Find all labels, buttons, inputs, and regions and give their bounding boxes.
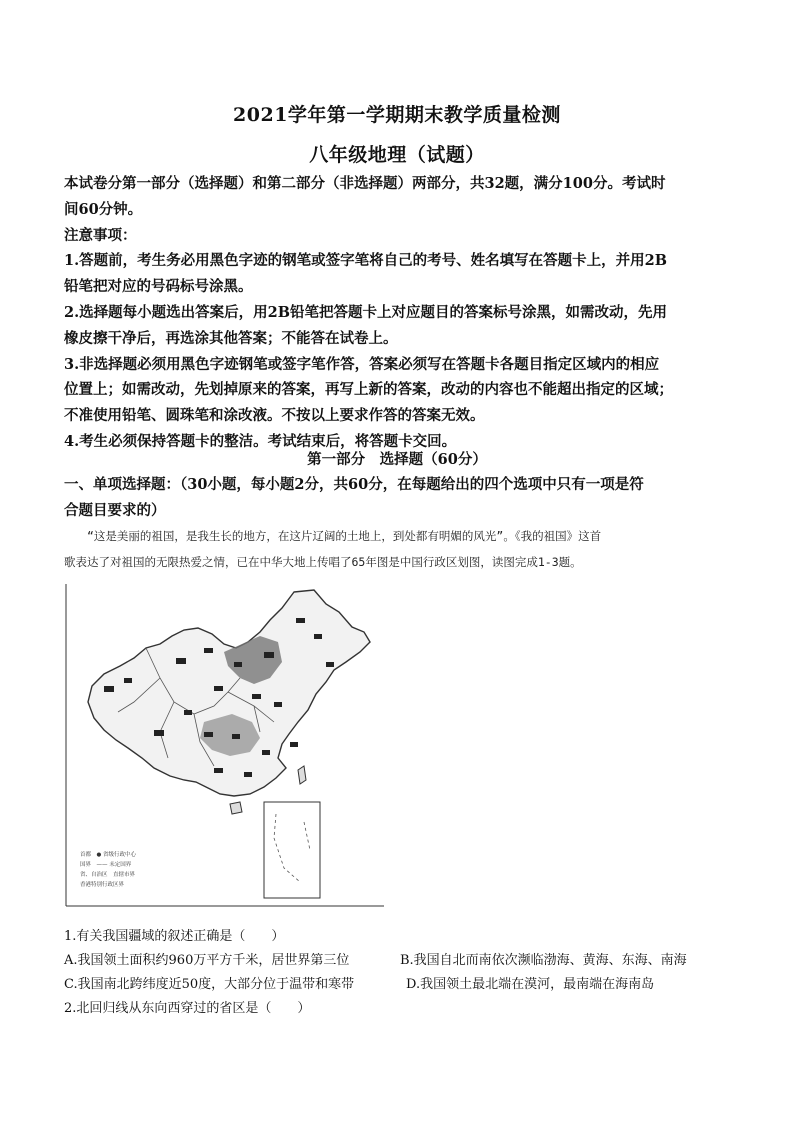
notice-item-1: 1.答题前，考生务必用黑色字迹的钢笔或签字笔将自己的考号、姓名填写在答题卡上，并用2B [64,252,667,270]
option-d: D.我国领土最北端在漠河，最南端在海南岛 [406,977,655,992]
option-b: B.我国自北而南依次濒临渤海、黄海、东海、南海 [400,953,687,968]
question-2-stem: 2.北回归线从东向西穿过的省区是（ ） [64,1001,311,1016]
notice-heading: 注意事项： [64,226,137,244]
notice-item-2-cont: 橡皮擦干净后，再选涂其他答案；不能答在试卷上。 [64,329,398,347]
hainan-island [230,802,242,814]
exam-subtitle: 八年级地理（试题） [309,144,485,166]
map-legend [80,850,137,888]
south-sea-dashes [274,814,310,882]
part1-heading: 第一部分 选择题（60分） [307,451,487,468]
question-1-options-row [64,949,744,973]
legend-line: 国界 —— 未定国界 [80,862,132,868]
passage-line: “这是美丽的祖国，是我生长的地方，在这片辽阔的土地上，到处都有明媚的风光”。《我的祖国》这首 [87,529,602,543]
china-outline [88,590,370,796]
legend-line: 首都 ● 省级行政中心 [80,852,137,858]
passage-line: 歌表达了对祖国的无限热爱之情，已在中华大地上传唱了65年图是中国行政区划图，读图完成1-3题。 [64,554,582,569]
instructions [64,171,732,455]
legend-line: 省、自治区 直辖市界 [80,872,136,878]
notice-item-4: 4.考生必须保持答题卡的整洁。考试结束后，将答题卡交回。 [64,432,457,450]
reading-passage [64,524,732,576]
notice-item-3-cont: 不准使用铅笔、圆珠笔和涂改液。不按以上要求作答的答案无效。 [64,407,485,425]
question-section-heading [64,472,732,524]
intro-line: 间60分钟。 [64,200,143,218]
question-section-line: 合题目要求的） [64,501,166,519]
question-block [64,925,744,1021]
china-admin-map [64,582,389,912]
taiwan-island [298,766,306,784]
question-1-stem: 1.有关我国疆域的叙述正确是（ ） [64,929,285,944]
notice-item-1-cont: 铅笔把对应的号码标号涂黑。 [64,278,253,296]
question-1-options-row [64,973,744,997]
legend-line: 香港特别行政区界 [80,882,125,888]
exam-title: 2021学年第一学期期末教学质量检测 [233,104,561,126]
option-a: A.我国领土面积约960万平方千米，居世界第三位 [64,953,350,968]
south-sea-inset [264,802,320,898]
notice-item-3: 3.非选择题必须用黑色字迹钢笔或签字笔作答，答案必须写在答题卡各题目指定区域内的相应 [64,355,660,373]
question-section-line: 一、单项选择题：（30小题，每小题2分，共60分，在每题给出的四个选项中只有一项是符 [64,476,644,493]
notice-item-3-cont: 位置上；如需改动，先划掉原来的答案，再写上新的答案，改动的内容也不能超出指定的区域； [64,381,673,399]
map-figure [64,582,389,912]
notice-item-2: 2.选择题每小题选出答案后，用2B铅笔把答题卡上对应题目的答案标号涂黑，如需改动，先用 [64,303,667,321]
option-c: C.我国南北跨纬度近50度，大部分位于温带和寒带 [64,977,355,992]
intro-line: 本试卷分第一部分（选择题）和第二部分（非选择题）两部分，共32题，满分100分。考试时 [64,175,666,192]
